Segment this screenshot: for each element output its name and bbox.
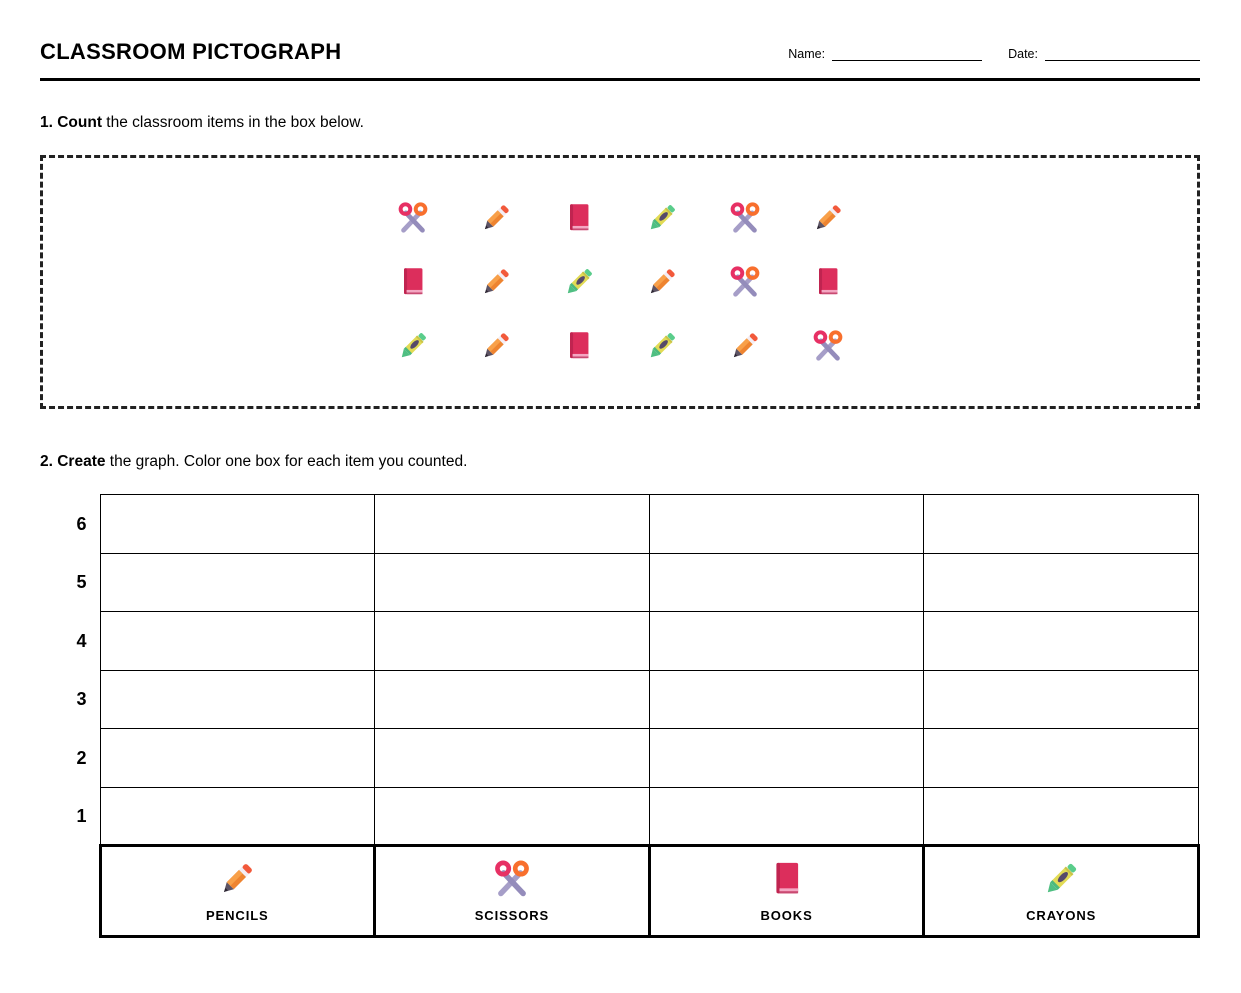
date-field <box>1008 48 1200 62</box>
header-fields <box>788 48 1200 65</box>
scissors-icon <box>728 201 762 235</box>
graph-cell-scissors-1[interactable] <box>375 787 650 846</box>
name-field <box>788 48 982 62</box>
count-items-box <box>40 155 1200 409</box>
graph-label-row <box>40 846 1199 937</box>
graph-cell-scissors-2[interactable] <box>375 729 650 788</box>
name-label: Name: <box>788 46 826 61</box>
category-label-books: BOOKS <box>760 908 813 924</box>
graph-row-6 <box>40 495 1199 554</box>
graph-cell-crayons-1[interactable] <box>924 787 1199 846</box>
row-number-6: 6 <box>76 513 87 534</box>
graph-cell-crayons-2[interactable] <box>924 729 1199 788</box>
row-number-5: 5 <box>76 572 87 593</box>
book-icon <box>562 201 596 235</box>
graph-row-5 <box>40 553 1199 612</box>
category-label-scissors: SCISSORS <box>474 908 550 924</box>
column-header-scissors <box>375 846 650 937</box>
graph-cell-books-1[interactable] <box>649 787 924 846</box>
pencil-icon <box>811 201 845 235</box>
graph-cell-scissors-5[interactable] <box>375 553 650 612</box>
pencil-icon <box>479 329 513 363</box>
graph-cell-pencils-4[interactable] <box>100 612 375 671</box>
header <box>40 0 1200 64</box>
date-write-line[interactable] <box>1045 59 1200 61</box>
graph-row-3 <box>40 670 1199 729</box>
graph-cell-books-6[interactable] <box>649 495 924 554</box>
row-number-2: 2 <box>76 747 87 768</box>
book-icon <box>562 329 596 363</box>
pictograph-grid <box>40 494 1200 938</box>
row-number-3: 3 <box>76 689 87 710</box>
column-header-crayons <box>924 846 1199 937</box>
instruction-step1-bold: 1. Count <box>40 114 102 132</box>
graph-cell-books-5[interactable] <box>649 553 924 612</box>
graph-cell-books-2[interactable] <box>649 729 924 788</box>
graph-cell-crayons-3[interactable] <box>924 670 1199 729</box>
instruction-step2-text: the graph. Color one box for each item you counted. <box>105 452 468 470</box>
instruction-step1-text: the classroom items in the box below. <box>102 114 364 132</box>
graph-row-4 <box>40 612 1199 671</box>
graph-cell-books-3[interactable] <box>649 670 924 729</box>
category-label-pencils: PENCILS <box>205 908 269 924</box>
graph-cell-pencils-2[interactable] <box>100 729 375 788</box>
graph-cell-scissors-6[interactable] <box>375 495 650 554</box>
graph-cell-crayons-5[interactable] <box>924 553 1199 612</box>
scissors-icon <box>396 201 430 235</box>
crayon-icon <box>645 201 679 235</box>
crayon-icon <box>562 265 596 299</box>
row-number-4: 4 <box>76 630 87 651</box>
graph-cell-books-4[interactable] <box>649 612 924 671</box>
crayon-icon <box>396 329 430 363</box>
row-number-1: 1 <box>76 806 87 827</box>
book-icon <box>396 265 430 299</box>
scissors-icon <box>728 265 762 299</box>
book-icon <box>811 265 845 299</box>
page-title: CLASSROOM PICTOGRAPH <box>40 39 342 64</box>
pencil-icon <box>479 201 513 235</box>
label-row-gutter <box>40 846 100 937</box>
item-row-2 <box>43 265 1197 299</box>
graph-cell-pencils-1[interactable] <box>100 787 375 846</box>
column-header-pencils <box>100 846 375 937</box>
category-label-crayons: CRAYONS <box>1026 908 1097 924</box>
instruction-step2-bold: 2. Create <box>40 452 106 470</box>
graph-cell-scissors-4[interactable] <box>375 612 650 671</box>
crayon-icon <box>645 329 679 363</box>
graph-cell-pencils-6[interactable] <box>100 495 375 554</box>
item-row-1 <box>43 201 1197 235</box>
pencil-icon <box>217 859 257 899</box>
book-icon <box>767 859 807 899</box>
instruction-step1 <box>40 114 1200 133</box>
crayon-icon <box>1041 859 1081 899</box>
graph-row-1 <box>40 787 1199 846</box>
instruction-step2 <box>40 453 1200 472</box>
pencil-icon <box>645 265 679 299</box>
graph-cell-crayons-4[interactable] <box>924 612 1199 671</box>
header-divider <box>40 78 1200 81</box>
pencil-icon <box>479 265 513 299</box>
pencil-icon <box>728 329 762 363</box>
graph-cell-scissors-3[interactable] <box>375 670 650 729</box>
graph-row-2 <box>40 729 1199 788</box>
graph-cell-crayons-6[interactable] <box>924 495 1199 554</box>
scissors-icon <box>811 329 845 363</box>
graph-cell-pencils-5[interactable] <box>100 553 375 612</box>
column-header-books <box>649 846 924 937</box>
date-label: Date: <box>1008 46 1038 61</box>
scissors-icon <box>492 859 532 899</box>
graph-cell-pencils-3[interactable] <box>100 670 375 729</box>
name-write-line[interactable] <box>832 59 982 61</box>
item-row-3 <box>43 329 1197 363</box>
